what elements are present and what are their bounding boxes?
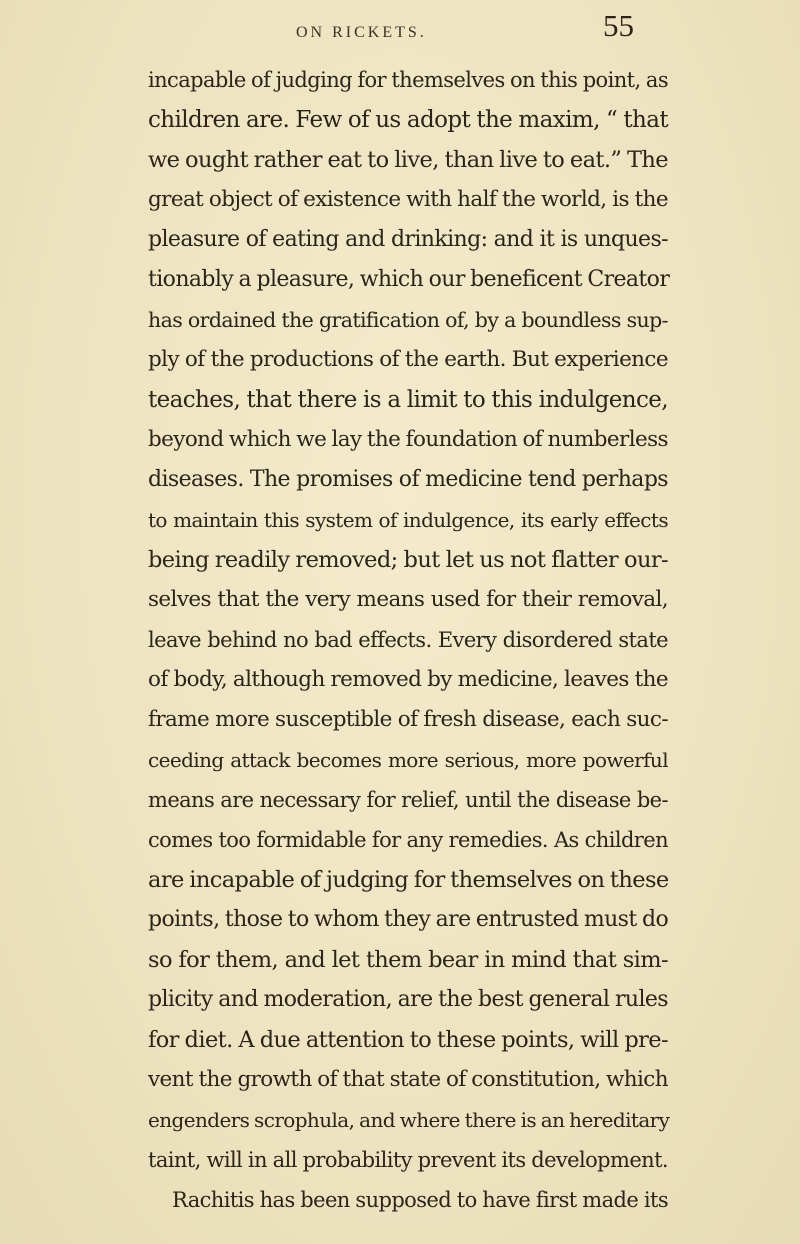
text-line: frame more susceptible of fresh disease, each suc-	[148, 707, 668, 732]
text-line: for diet. A due attention to these points, will pre-	[148, 1027, 668, 1053]
text-line: taint, will in all probability prevent its development.	[148, 1148, 668, 1172]
text-line: we ought rather eat to live, than live to eat.” The	[148, 147, 668, 173]
text-line: vent the growth of that state of constitution, which	[148, 1067, 668, 1092]
text-line: children are. Few of us adopt the maxim, “ that	[148, 107, 668, 133]
text-line: to maintain this system of indulgence, its early effects	[148, 508, 668, 532]
text-line: engenders scrophula, and where there is an hereditary	[148, 1108, 670, 1132]
text-line: means are necessary for relief, until the disease be-	[148, 788, 668, 812]
text-line: great object of existence with half the world, is the	[148, 187, 668, 212]
running-title: ON RICKETS.	[296, 24, 427, 41]
text-line: beyond which we lay the foundation of numberless	[148, 427, 668, 452]
text-line: Rachitis has been supposed to have first made its	[172, 1188, 668, 1212]
text-line: pleasure of eating and drinking: and it is unques-	[148, 227, 668, 252]
text-line: diseases. The promises of medicine tend perhaps	[148, 467, 668, 492]
text-line: so for them, and let them bear in mind that sim-	[148, 947, 668, 973]
text-line: are incapable of judging for themselves on these	[148, 867, 669, 893]
text-line: points, those to whom they are entrusted must do	[148, 907, 669, 932]
text-line: leave behind no bad effects. Every disordered state	[148, 628, 668, 652]
text-line: tionably a pleasure, which our beneficent Creator	[148, 267, 670, 292]
text-line: plicity and moderation, are the best general rules	[148, 987, 668, 1012]
text-line: selves that the very means used for their removal,	[148, 587, 668, 612]
page-number: 55	[603, 8, 634, 43]
text-line: comes too formidable for any remedies. As children	[148, 828, 668, 852]
text-line: teaches, that there is a limit to this indulgence,	[148, 387, 668, 413]
text-line: ceeding attack becomes more serious, more powerful	[148, 748, 668, 772]
text-line: has ordained the gratification of, by a boundless sup-	[148, 308, 668, 332]
text-line: incapable of judging for themselves on this point, as	[148, 68, 668, 92]
text-line: of body, although removed by medicine, leaves the	[148, 667, 668, 692]
text-line: ply of the productions of the earth. But experience	[148, 347, 668, 372]
text-line: being readily removed; but let us not flatter our-	[148, 547, 668, 573]
running-head	[0, 4, 800, 54]
